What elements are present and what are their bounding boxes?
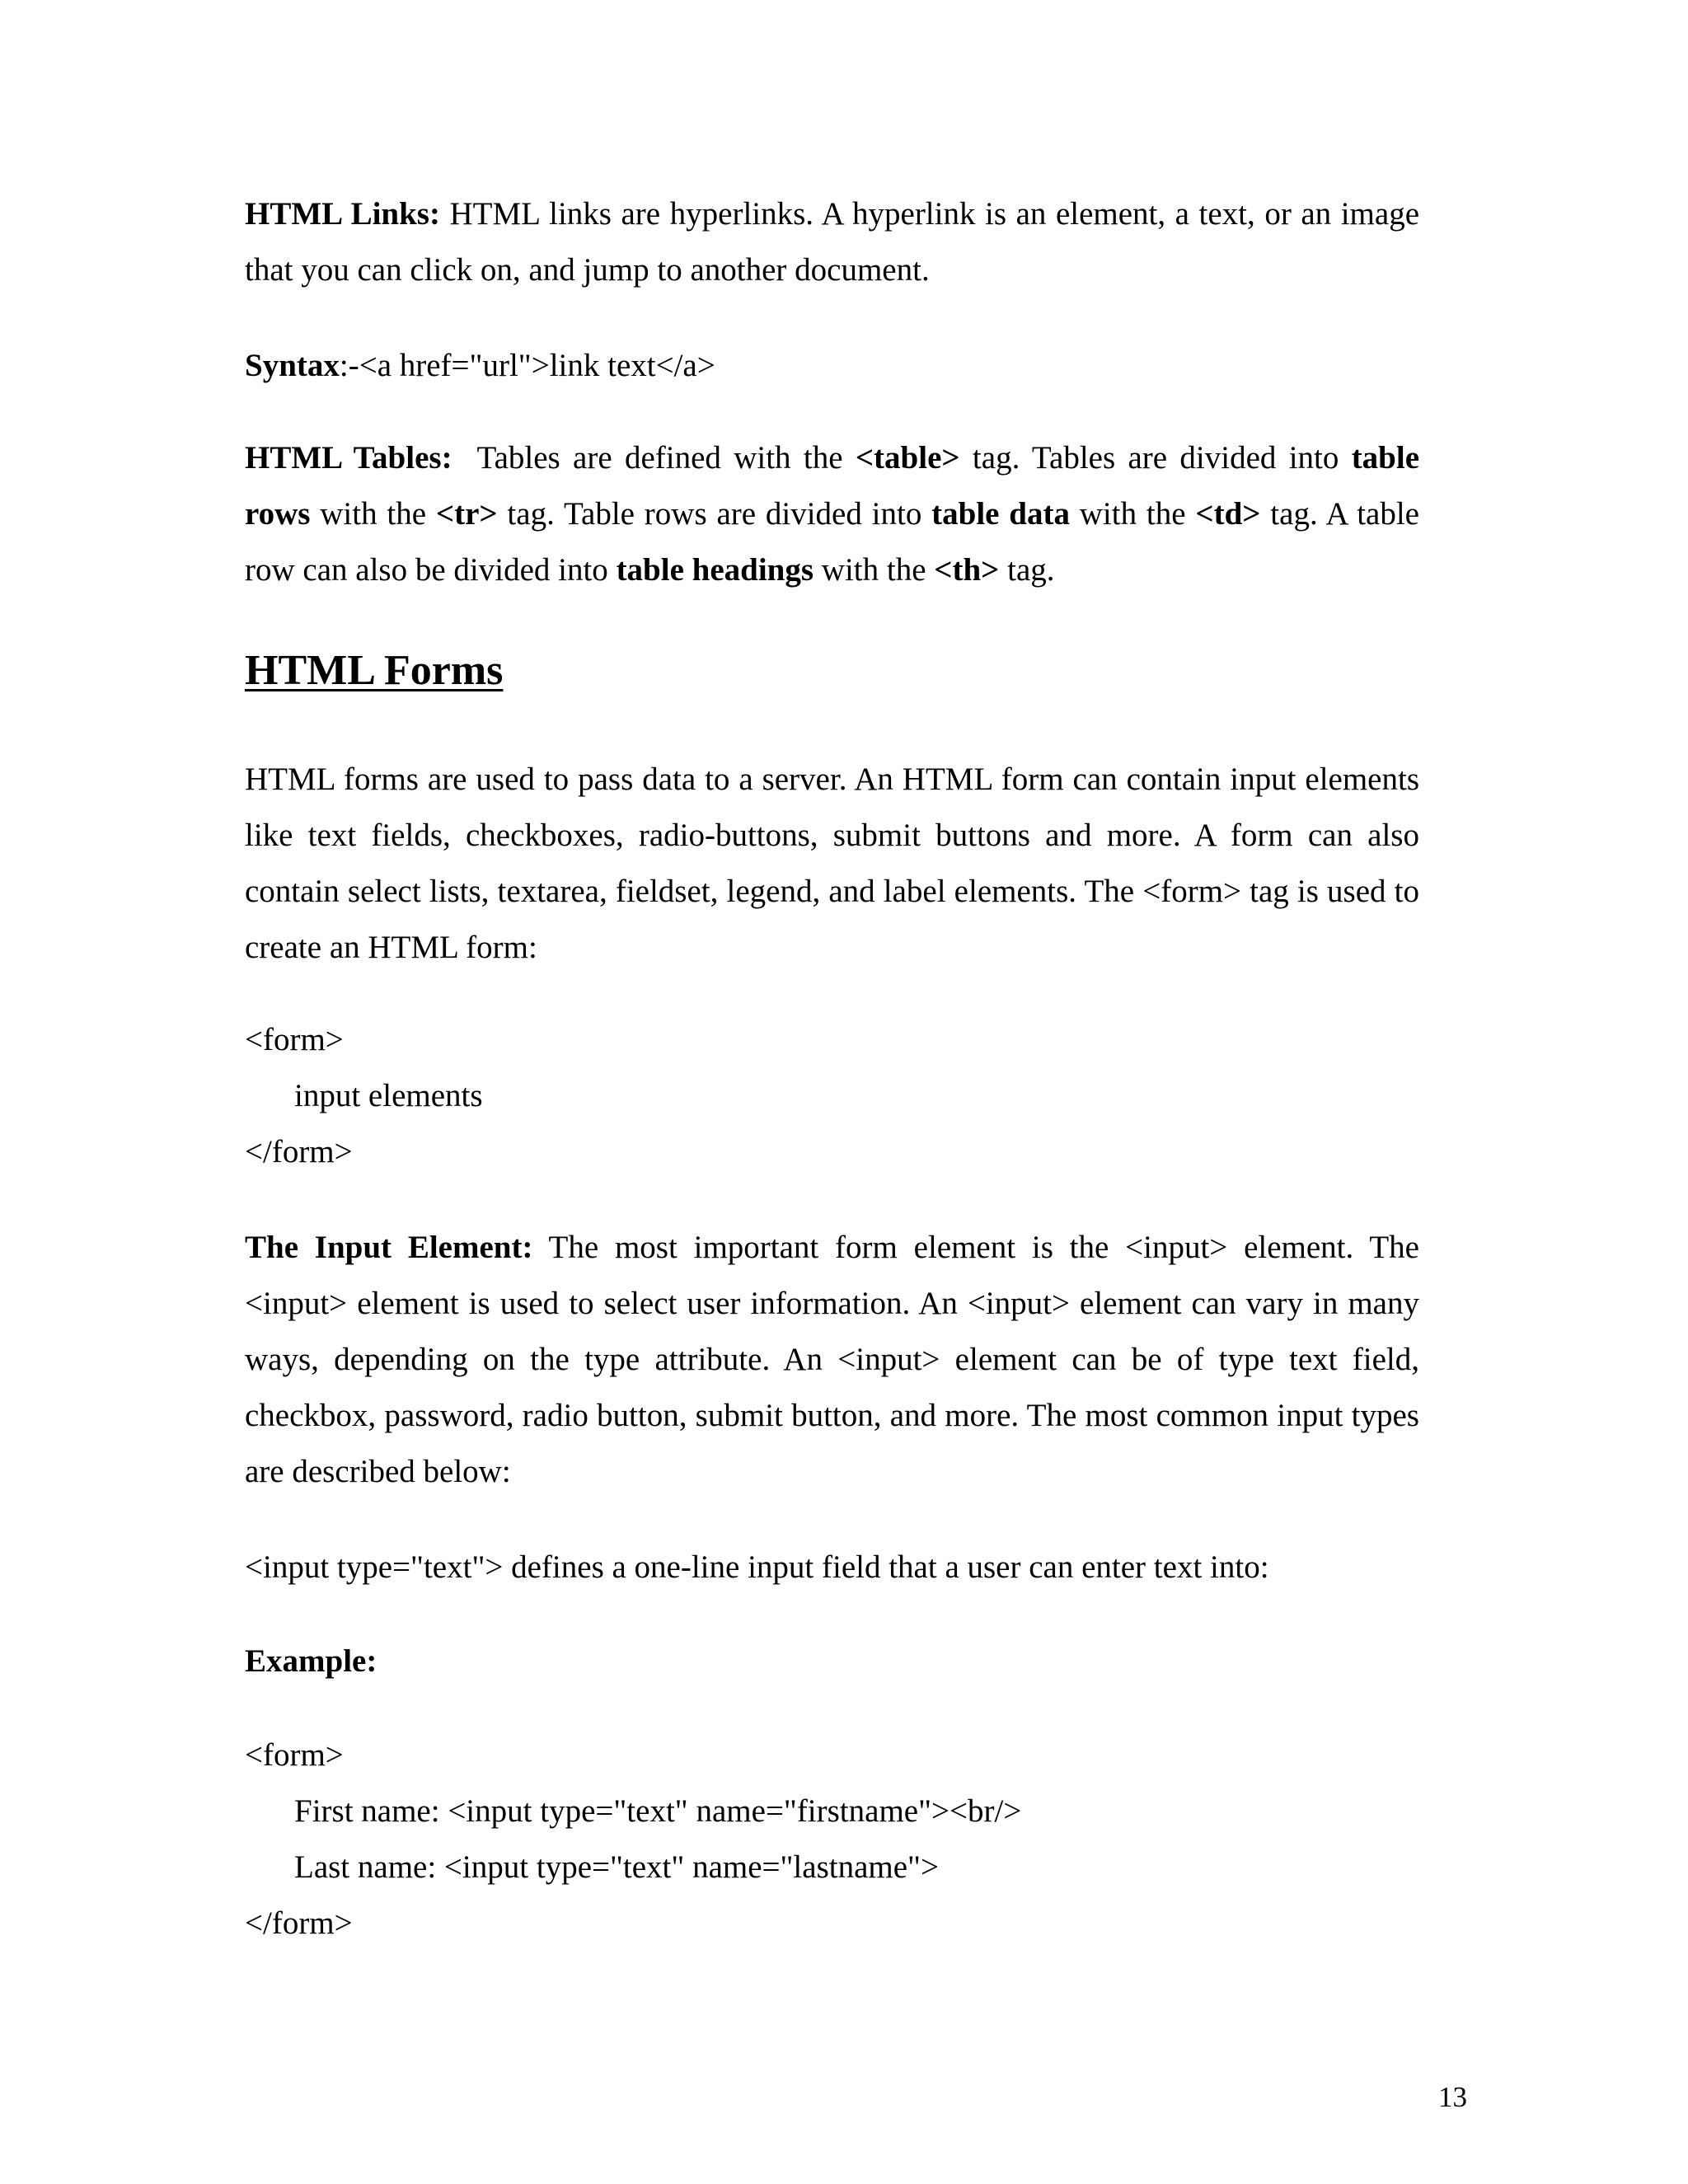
tables-bold-table-data: table data (931, 496, 1070, 532)
tables-bold-tr-tag: <tr> (435, 496, 498, 532)
tables-text-2: tag. Tables are divided into (959, 440, 1352, 476)
form-code-open: <form> (245, 1022, 344, 1057)
html-tables-label: HTML Tables: (245, 440, 452, 476)
tables-text-1: Tables are defined with the (452, 440, 856, 476)
html-tables-paragraph (245, 430, 1428, 598)
syntax-line (245, 338, 715, 394)
tables-bold-table-headings: table headings (616, 552, 814, 588)
input-text-description: <input type="text"> defines a one-line input field that a user can enter text into: (245, 1549, 1269, 1585)
tables-bold-td-tag: <td> (1195, 496, 1261, 532)
example-code-last-name: Last name: <input type="text" name="lastname"> (294, 1849, 939, 1885)
tables-text-5: with the (1069, 496, 1196, 532)
input-element-text: The most important form element is the <input> element. The <input> element is used to select user information. An <input> element can vary in many ways, depending on the type attribute. An <input> element can be of type text field, checkbox, password, radio button, submit button, and more. The most common input types are described below: (245, 1230, 1419, 1489)
tables-bold-table-tag: <table> (855, 440, 960, 476)
html-forms-intro: HTML forms are used to pass data to a server. An HTML form can contain input elements like text fields, checkboxes, radio-buttons, submit buttons and more. A form can also contain select lists, textarea, fieldset, legend, and label elements. The <form> tag is used to create an HTML form: (245, 762, 1419, 965)
html-forms-heading: HTML Forms (245, 647, 504, 694)
syntax-code: :-<a href="url">link text</a> (339, 348, 715, 383)
tables-bold-th-tag: <th> (934, 552, 1000, 588)
example-label: Example: (245, 1643, 377, 1679)
html-links-text: HTML links are hyperlinks. A hyperlink is an element, a text, or an image that you can click on, and jump to another document. (245, 196, 1419, 288)
tables-text-6: tag. A table row can also be divided into (245, 496, 1428, 588)
tables-text-8: tag. (999, 552, 1055, 588)
form-code-body: input elements (294, 1078, 483, 1113)
input-element-paragraph (245, 1220, 1419, 1500)
example-code-open: <form> (245, 1737, 344, 1773)
html-links-paragraph (245, 186, 1419, 298)
input-element-label: The Input Element: (245, 1230, 533, 1265)
tables-bold-table-rows: table rows (245, 440, 1428, 532)
html-links-label: HTML Links: (245, 196, 440, 232)
tables-text-3: with the (310, 496, 436, 532)
example-code-first-name: First name: <input type="text" name="firstname"><br/> (294, 1793, 1022, 1829)
syntax-label: Syntax (245, 348, 340, 383)
form-code-close: </form> (245, 1134, 353, 1169)
example-code-close: </form> (245, 1905, 353, 1941)
page-number: 13 (1438, 2081, 1467, 2113)
tables-text-7: with the (814, 552, 935, 588)
tables-text-4: tag. Table rows are divided into (497, 496, 932, 532)
